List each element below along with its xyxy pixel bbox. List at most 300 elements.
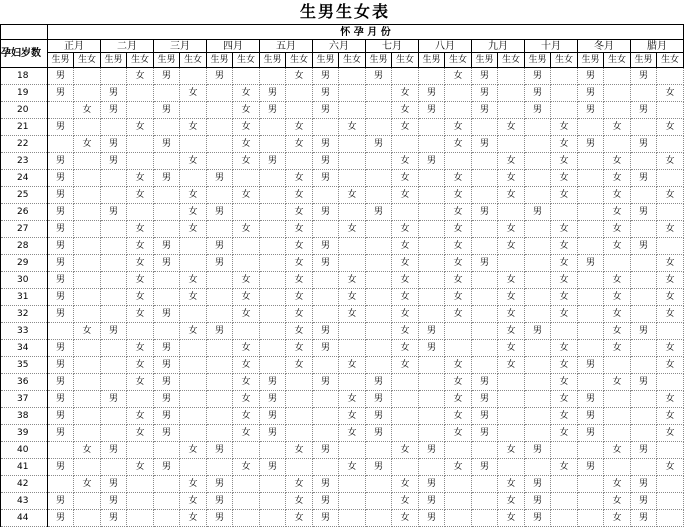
gender-cell xyxy=(392,68,419,85)
gender-cell xyxy=(392,459,419,476)
gender-cell: 女 xyxy=(339,391,366,408)
gender-cell xyxy=(472,323,498,340)
gender-cell xyxy=(207,459,233,476)
gender-cell: 女 xyxy=(498,306,525,323)
gender-cell xyxy=(631,272,657,289)
gender-cell: 男 xyxy=(207,442,233,459)
gender-cell: 女 xyxy=(551,238,578,255)
gender-cell: 女 xyxy=(74,136,101,153)
gender-cell xyxy=(101,68,127,85)
gender-cell xyxy=(551,442,578,459)
gender-cell: 女 xyxy=(127,357,154,374)
gender-cell xyxy=(313,289,339,306)
gender-cell: 女 xyxy=(445,255,472,272)
gender-cell: 男 xyxy=(419,442,445,459)
header-month: 二月 xyxy=(101,40,154,53)
gender-cell: 男 xyxy=(578,255,604,272)
gender-cell xyxy=(631,459,657,476)
gender-cell xyxy=(498,391,525,408)
gender-cell xyxy=(339,102,366,119)
gender-cell xyxy=(260,204,286,221)
gender-cell xyxy=(101,408,127,425)
gender-cell: 女 xyxy=(551,119,578,136)
header-month: 七月 xyxy=(366,40,419,53)
gender-cell: 女 xyxy=(445,408,472,425)
gender-cell xyxy=(578,289,604,306)
gender-cell xyxy=(419,170,445,187)
gender-cell xyxy=(127,442,154,459)
header-girl: 生女 xyxy=(657,53,684,68)
table-row xyxy=(1,153,684,170)
age-cell: 35 xyxy=(1,357,48,374)
gender-cell: 女 xyxy=(180,289,207,306)
gender-cell: 女 xyxy=(339,408,366,425)
gender-cell xyxy=(472,187,498,204)
gender-cell xyxy=(525,340,551,357)
gender-cell xyxy=(154,510,180,527)
gender-cell: 男 xyxy=(207,238,233,255)
gender-cell xyxy=(48,476,74,493)
gender-cell: 男 xyxy=(48,391,74,408)
gender-cell: 女 xyxy=(286,238,313,255)
gender-cell xyxy=(525,289,551,306)
gender-cell xyxy=(366,510,392,527)
gender-cell: 女 xyxy=(392,170,419,187)
gender-cell xyxy=(578,204,604,221)
gender-cell: 男 xyxy=(48,187,74,204)
gender-cell: 男 xyxy=(207,510,233,527)
gender-cell: 女 xyxy=(604,204,631,221)
gender-cell: 女 xyxy=(604,221,631,238)
gender-cell xyxy=(445,153,472,170)
gender-cell xyxy=(313,187,339,204)
age-cell: 39 xyxy=(1,425,48,442)
gender-cell xyxy=(472,357,498,374)
gender-cell xyxy=(207,153,233,170)
gender-cell xyxy=(472,119,498,136)
gender-cell: 男 xyxy=(101,391,127,408)
gender-cell xyxy=(339,476,366,493)
gender-cell: 男 xyxy=(631,323,657,340)
gender-cell xyxy=(498,425,525,442)
gender-cell: 女 xyxy=(180,323,207,340)
table-row xyxy=(1,323,684,340)
gender-cell: 男 xyxy=(366,68,392,85)
table-row xyxy=(1,357,684,374)
gender-cell xyxy=(419,391,445,408)
gender-cell xyxy=(578,493,604,510)
gender-cell xyxy=(74,425,101,442)
gender-cell: 男 xyxy=(101,85,127,102)
gender-cell xyxy=(101,357,127,374)
gender-cell: 女 xyxy=(286,510,313,527)
gender-cell: 女 xyxy=(127,187,154,204)
header-month: 十月 xyxy=(525,40,578,53)
header-boy: 生男 xyxy=(154,53,180,68)
gender-cell xyxy=(339,255,366,272)
gender-cell: 男 xyxy=(260,153,286,170)
age-cell: 25 xyxy=(1,187,48,204)
gender-cell xyxy=(631,187,657,204)
gender-cell: 女 xyxy=(233,408,260,425)
gender-cell xyxy=(551,493,578,510)
age-cell: 32 xyxy=(1,306,48,323)
gender-cell: 男 xyxy=(313,170,339,187)
header-month: 三月 xyxy=(154,40,207,53)
gender-cell xyxy=(525,272,551,289)
gender-cell xyxy=(101,374,127,391)
header-girl: 生女 xyxy=(498,53,525,68)
gender-cell xyxy=(101,119,127,136)
gender-cell: 女 xyxy=(604,510,631,527)
age-cell: 31 xyxy=(1,289,48,306)
gender-cell: 女 xyxy=(498,442,525,459)
gender-cell: 女 xyxy=(392,442,419,459)
gender-cell: 男 xyxy=(578,425,604,442)
gender-cell: 男 xyxy=(578,85,604,102)
gender-cell xyxy=(74,204,101,221)
gender-cell xyxy=(286,425,313,442)
gender-cell: 女 xyxy=(657,340,684,357)
gender-cell xyxy=(366,153,392,170)
gender-cell xyxy=(631,340,657,357)
gender-cell: 女 xyxy=(498,493,525,510)
gender-cell xyxy=(286,374,313,391)
gender-cell xyxy=(498,459,525,476)
gender-cell xyxy=(127,493,154,510)
header-boy: 生男 xyxy=(366,53,392,68)
gender-cell xyxy=(657,374,684,391)
gender-cell: 女 xyxy=(604,442,631,459)
gender-cell xyxy=(498,102,525,119)
gender-cell: 男 xyxy=(313,493,339,510)
gender-cell xyxy=(233,493,260,510)
gender-cell: 男 xyxy=(578,102,604,119)
gender-cell xyxy=(525,136,551,153)
age-cell: 36 xyxy=(1,374,48,391)
gender-cell: 女 xyxy=(74,102,101,119)
gender-cell: 女 xyxy=(445,136,472,153)
table-row xyxy=(1,306,684,323)
gender-cell xyxy=(207,391,233,408)
gender-cell: 女 xyxy=(180,493,207,510)
gender-cell xyxy=(631,221,657,238)
gender-cell: 男 xyxy=(578,68,604,85)
gender-cell: 女 xyxy=(657,357,684,374)
gender-cell: 男 xyxy=(313,204,339,221)
gender-cell: 女 xyxy=(392,119,419,136)
gender-cell: 男 xyxy=(313,238,339,255)
gender-cell: 男 xyxy=(525,510,551,527)
age-cell: 38 xyxy=(1,408,48,425)
gender-cell xyxy=(604,425,631,442)
gender-cell: 女 xyxy=(286,255,313,272)
gender-cell: 女 xyxy=(498,170,525,187)
gender-cell xyxy=(260,442,286,459)
gender-cell: 男 xyxy=(154,459,180,476)
gender-cell: 女 xyxy=(180,187,207,204)
gender-cell xyxy=(631,289,657,306)
gender-cell: 男 xyxy=(207,255,233,272)
table-row xyxy=(1,204,684,221)
gender-cell xyxy=(180,408,207,425)
gender-cell: 男 xyxy=(154,255,180,272)
gender-cell xyxy=(286,102,313,119)
gender-cell: 男 xyxy=(154,408,180,425)
gender-cell xyxy=(260,493,286,510)
gender-cell xyxy=(366,323,392,340)
gender-cell: 女 xyxy=(339,425,366,442)
gender-cell xyxy=(525,374,551,391)
gender-cell xyxy=(74,459,101,476)
gender-cell: 女 xyxy=(551,272,578,289)
gender-cell xyxy=(313,119,339,136)
gender-cell: 男 xyxy=(313,476,339,493)
gender-cell xyxy=(339,340,366,357)
gender-cell xyxy=(260,68,286,85)
gender-cell xyxy=(207,306,233,323)
gender-cell xyxy=(604,255,631,272)
gender-cell xyxy=(498,136,525,153)
header-blank xyxy=(1,25,48,40)
gender-cell: 女 xyxy=(127,119,154,136)
table-row xyxy=(1,272,684,289)
gender-cell xyxy=(101,425,127,442)
gender-cell: 女 xyxy=(445,357,472,374)
gender-cell xyxy=(578,442,604,459)
gender-cell: 男 xyxy=(419,102,445,119)
gender-cell: 女 xyxy=(127,289,154,306)
gender-cell: 女 xyxy=(339,221,366,238)
gender-cell: 男 xyxy=(366,459,392,476)
gender-cell xyxy=(74,340,101,357)
gender-cell xyxy=(207,136,233,153)
gender-cell: 女 xyxy=(657,408,684,425)
gender-cell xyxy=(74,119,101,136)
gender-cell xyxy=(657,493,684,510)
header-month: 腊月 xyxy=(631,40,684,53)
gender-cell: 男 xyxy=(419,493,445,510)
gender-cell xyxy=(472,510,498,527)
gender-cell xyxy=(604,85,631,102)
gender-cell xyxy=(101,170,127,187)
gender-cell xyxy=(154,272,180,289)
gender-cell: 男 xyxy=(313,255,339,272)
gender-cell: 女 xyxy=(233,153,260,170)
gender-cell: 女 xyxy=(498,187,525,204)
gender-cell: 男 xyxy=(313,340,339,357)
gender-cell: 女 xyxy=(339,459,366,476)
gender-cell: 男 xyxy=(472,408,498,425)
gender-cell: 男 xyxy=(101,136,127,153)
gender-cell xyxy=(604,408,631,425)
gender-cell: 男 xyxy=(313,442,339,459)
gender-cell xyxy=(339,510,366,527)
gender-cell xyxy=(366,493,392,510)
gender-cell xyxy=(313,357,339,374)
gender-cell: 女 xyxy=(180,476,207,493)
gender-cell: 男 xyxy=(525,493,551,510)
gender-cell xyxy=(657,323,684,340)
gender-cell: 女 xyxy=(286,323,313,340)
header-boy: 生男 xyxy=(48,53,74,68)
gender-cell: 男 xyxy=(472,68,498,85)
gender-cell: 男 xyxy=(472,425,498,442)
gender-cell xyxy=(366,119,392,136)
gender-cell xyxy=(180,68,207,85)
gender-cell xyxy=(207,85,233,102)
gender-cell: 男 xyxy=(48,238,74,255)
gender-cell xyxy=(604,68,631,85)
gender-cell xyxy=(286,391,313,408)
gender-cell xyxy=(525,391,551,408)
header-boy: 生男 xyxy=(260,53,286,68)
gender-cell: 男 xyxy=(48,459,74,476)
gender-cell: 女 xyxy=(286,493,313,510)
gender-cell: 女 xyxy=(286,68,313,85)
gender-cell: 女 xyxy=(445,170,472,187)
gender-cell xyxy=(551,476,578,493)
gender-cell: 男 xyxy=(101,204,127,221)
gender-cell: 男 xyxy=(631,170,657,187)
gender-cell: 女 xyxy=(74,476,101,493)
gender-cell: 女 xyxy=(339,289,366,306)
gender-cell xyxy=(525,306,551,323)
gender-cell: 男 xyxy=(101,442,127,459)
gender-cell: 女 xyxy=(657,255,684,272)
gender-cell: 女 xyxy=(392,221,419,238)
gender-cell xyxy=(260,476,286,493)
gender-cell: 女 xyxy=(127,340,154,357)
gender-cell: 女 xyxy=(392,102,419,119)
gender-cell xyxy=(127,476,154,493)
gender-cell: 女 xyxy=(286,170,313,187)
gender-cell: 女 xyxy=(604,289,631,306)
gender-cell xyxy=(604,357,631,374)
gender-cell: 男 xyxy=(154,68,180,85)
gender-cell: 女 xyxy=(445,68,472,85)
gender-cell: 女 xyxy=(445,187,472,204)
gender-cell: 男 xyxy=(631,102,657,119)
gender-cell: 男 xyxy=(472,136,498,153)
gender-cell xyxy=(74,289,101,306)
gender-cell: 男 xyxy=(313,323,339,340)
gender-cell xyxy=(154,221,180,238)
gender-cell: 男 xyxy=(48,170,74,187)
gender-cell: 男 xyxy=(154,238,180,255)
table-row xyxy=(1,119,684,136)
gender-cell xyxy=(578,306,604,323)
gender-cell: 女 xyxy=(551,187,578,204)
gender-cell: 女 xyxy=(392,306,419,323)
gender-cell: 女 xyxy=(498,272,525,289)
gender-cell: 女 xyxy=(286,476,313,493)
gender-cell xyxy=(339,323,366,340)
gender-cell xyxy=(74,357,101,374)
age-cell: 19 xyxy=(1,85,48,102)
gender-cell: 女 xyxy=(74,442,101,459)
gender-cell: 男 xyxy=(154,136,180,153)
gender-cell xyxy=(233,476,260,493)
gender-cell: 女 xyxy=(445,238,472,255)
header-girl: 生女 xyxy=(445,53,472,68)
table-row xyxy=(1,442,684,459)
gender-cell xyxy=(233,442,260,459)
gender-cell xyxy=(74,391,101,408)
gender-cell: 女 xyxy=(392,85,419,102)
gender-cell: 女 xyxy=(551,255,578,272)
gender-cell xyxy=(339,153,366,170)
gender-cell: 女 xyxy=(127,255,154,272)
table-row xyxy=(1,170,684,187)
gender-cell xyxy=(392,425,419,442)
gender-cell xyxy=(180,255,207,272)
gender-cell: 男 xyxy=(525,68,551,85)
gender-cell: 女 xyxy=(286,306,313,323)
gender-cell xyxy=(154,476,180,493)
gender-cell xyxy=(313,408,339,425)
gender-cell: 女 xyxy=(657,153,684,170)
gender-cell: 女 xyxy=(498,476,525,493)
header-month: 五月 xyxy=(260,40,313,53)
gender-cell: 女 xyxy=(286,187,313,204)
gender-cell: 男 xyxy=(313,136,339,153)
gender-cell: 女 xyxy=(286,221,313,238)
age-cell: 30 xyxy=(1,272,48,289)
gender-cell: 男 xyxy=(525,102,551,119)
gender-cell xyxy=(525,255,551,272)
gender-cell xyxy=(74,510,101,527)
gender-cell xyxy=(233,255,260,272)
gender-cell: 女 xyxy=(286,340,313,357)
gender-cell xyxy=(48,102,74,119)
gender-cell xyxy=(366,442,392,459)
gender-cell xyxy=(127,510,154,527)
gender-cell: 女 xyxy=(180,153,207,170)
gender-cell: 男 xyxy=(207,323,233,340)
table-row xyxy=(1,187,684,204)
gender-cell xyxy=(525,153,551,170)
gender-cell xyxy=(207,289,233,306)
gender-cell xyxy=(180,391,207,408)
gender-cell xyxy=(419,221,445,238)
gender-cell: 女 xyxy=(498,221,525,238)
gender-cell xyxy=(604,136,631,153)
page-title: 生男生女表 xyxy=(299,2,390,21)
gender-cell: 男 xyxy=(48,510,74,527)
gender-cell xyxy=(472,306,498,323)
gender-cell: 男 xyxy=(101,510,127,527)
gender-cell xyxy=(339,238,366,255)
table-row xyxy=(1,238,684,255)
gender-cell: 女 xyxy=(233,306,260,323)
header-month: 九月 xyxy=(472,40,525,53)
age-cell: 21 xyxy=(1,119,48,136)
gender-cell: 女 xyxy=(233,272,260,289)
gender-cell: 女 xyxy=(445,204,472,221)
gender-cell xyxy=(339,374,366,391)
gender-cell xyxy=(498,408,525,425)
gender-cell xyxy=(207,102,233,119)
gender-cell: 女 xyxy=(604,238,631,255)
gender-cell xyxy=(260,136,286,153)
header-month: 正月 xyxy=(48,40,101,53)
gender-cell: 女 xyxy=(392,187,419,204)
gender-cell xyxy=(260,289,286,306)
gender-cell: 女 xyxy=(392,238,419,255)
gender-cell: 女 xyxy=(604,306,631,323)
gender-cell: 男 xyxy=(48,68,74,85)
